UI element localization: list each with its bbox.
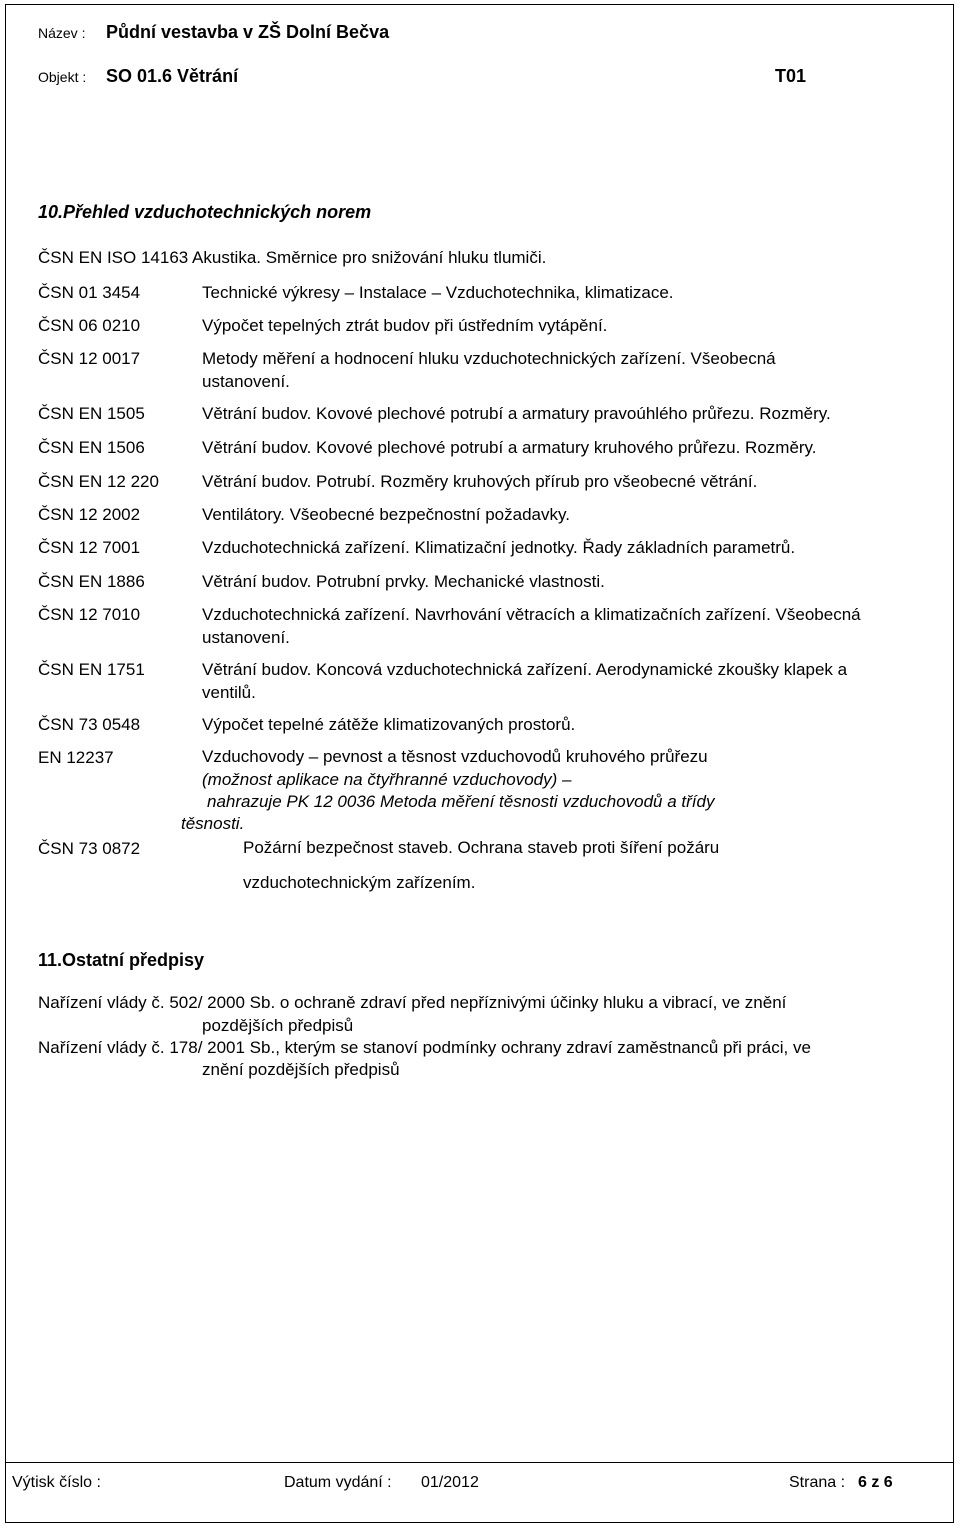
issue-date-value: 01/2012 (421, 1474, 479, 1491)
norm-desc: Výpočet tepelných ztrát budov při ústředním vytápění. (202, 316, 608, 335)
document-code: T01 (775, 66, 807, 86)
norm-code: ČSN 01 3454 (38, 283, 141, 302)
regulation-178-line2: znění pozdějších předpisů (202, 1060, 400, 1079)
norm-desc: Vzduchotechnická zařízení. Navrhování větracích a klimatizačních zařízení. Všeobecná ustanovení. (202, 605, 861, 647)
norm-code: ČSN EN 1505 (38, 404, 145, 423)
regulation-178-line1: Nařízení vlády č. 178/ 2001 Sb., kterým se stanoví podmínky ochrany zdraví zaměstnanců při práci, ve (38, 1038, 811, 1057)
section-11-title: 11.Ostatní předpisy (38, 950, 205, 970)
norm-desc: Větrání budov. Potrubí. Rozměry kruhových přírub pro všeobecné větrání. (202, 472, 758, 491)
norm-iso-14163: ČSN EN ISO 14163 Akustika. Směrnice pro snižování hluku tlumiči. (38, 248, 547, 267)
footer-divider (5, 1462, 954, 1463)
norm-desc: Technické výkresy – Instalace – Vzduchotechnika, klimatizace. (202, 283, 674, 302)
norm-73-0872-line2: vzduchotechnickým zařízením. (243, 873, 476, 892)
issue-date-label: Datum vydání : (284, 1474, 392, 1491)
norm-desc: Vzduchotechnická zařízení. Klimatizační jednotky. Řady základních parametrů. (202, 538, 796, 557)
object-label: Objekt : (38, 69, 87, 85)
norm-en-12237-line1: Vzduchovody – pevnost a těsnost vzduchovodů kruhového průřezu (202, 747, 708, 766)
page-label: Strana : (789, 1474, 846, 1491)
regulation-502-line2: pozdějších předpisů (202, 1016, 354, 1035)
norm-code: ČSN EN 1751 (38, 660, 145, 679)
norm-code: ČSN EN 12 220 (38, 472, 159, 491)
norm-code: ČSN EN 1886 (38, 572, 145, 591)
norm-en-12237-line2: (možnost aplikace na čtyřhranné vzduchovody) – (202, 770, 572, 789)
norm-en-12237-line4: těsnosti. (181, 814, 245, 833)
norm-73-0872-line1: Požární bezpečnost staveb. Ochrana staveb proti šíření požáru (243, 838, 720, 857)
page-number: 6 z 6 (858, 1474, 893, 1491)
norm-en-12237-line3: nahrazuje PK 12 0036 Metoda měření těsnosti vzduchovodů a třídy (207, 792, 715, 811)
norm-desc: Výpočet tepelné zátěže klimatizovaných prostorů. (202, 715, 576, 734)
norm-code: ČSN 73 0548 (38, 715, 141, 734)
norm-code-73-0872: ČSN 73 0872 (38, 839, 141, 858)
project-name: Půdní vestavba v ZŠ Dolní Bečva (106, 22, 390, 42)
norm-desc: Větrání budov. Kovové plechové potrubí a armatury kruhového průřezu. Rozměry. (202, 438, 817, 457)
norm-code: ČSN 12 2002 (38, 505, 141, 524)
norm-code: ČSN 12 7010 (38, 605, 141, 624)
norm-desc: Metody měření a hodnocení hluku vzduchotechnických zařízení. Všeobecná ustanovení. (202, 349, 776, 391)
norm-code-en-12237: EN 12237 (38, 748, 114, 767)
norm-code: ČSN EN 1506 (38, 438, 145, 457)
regulation-502-line1: Nařízení vlády č. 502/ 2000 Sb. o ochraně zdraví před nepříznivými účinky hluku a vibrací, ve znění (38, 993, 787, 1012)
object-name: SO 01.6 Větrání (106, 66, 239, 86)
norm-code: ČSN 06 0210 (38, 316, 141, 335)
section-10-title: 10.Přehled vzduchotechnických norem (38, 202, 372, 222)
name-label: Název : (38, 25, 86, 41)
norm-desc: Větrání budov. Kovové plechové potrubí a armatury pravoúhlého průřezu. Rozměry. (202, 404, 831, 423)
norm-code: ČSN 12 0017 (38, 349, 141, 368)
norm-desc: Ventilátory. Všeobecné bezpečnostní požadavky. (202, 505, 570, 524)
norm-code: ČSN 12 7001 (38, 538, 141, 557)
norm-desc: Větrání budov. Potrubní prvky. Mechanické vlastnosti. (202, 572, 605, 591)
norm-desc: Větrání budov. Koncová vzduchotechnická zařízení. Aerodynamické zkoušky klapek a ventilů. (202, 660, 848, 702)
print-number-label: Výtisk číslo : (12, 1474, 101, 1491)
